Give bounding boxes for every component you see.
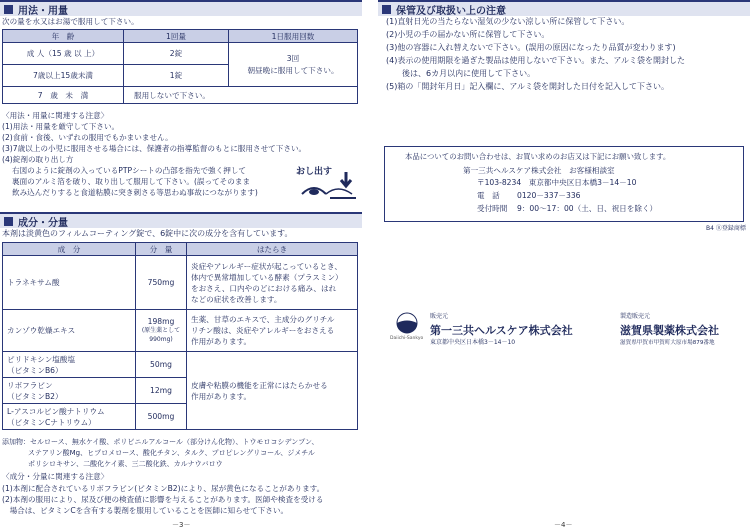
ingredient-name bbox=[3, 378, 136, 404]
usage-note: 飲み込んだりすると食道粘膜に突き刺さる等思わぬ事故につながります) bbox=[12, 188, 258, 197]
ingredient-amount bbox=[136, 310, 187, 352]
ingredient-amount bbox=[136, 378, 187, 404]
seller-logo-caption: Daiichi-Sankyo bbox=[390, 336, 424, 341]
age-cell: 7歳以上15歳未満 bbox=[3, 65, 124, 87]
ingredient-amount-line: (原生薬として bbox=[141, 327, 181, 334]
usage-note: 裏面のアルミ箔を破り、取り出して服用して下さい。(誤ってそのまま bbox=[12, 177, 251, 186]
ingredient-name-line: リボフラビン bbox=[7, 380, 53, 390]
manufacturer-label: 製造販売元 bbox=[620, 313, 651, 320]
usage-note: (4)錠剤の取り出し方 bbox=[2, 155, 74, 164]
ingredient-effect bbox=[187, 352, 358, 430]
storage-title: 保管及び取扱い上の注意 bbox=[396, 5, 506, 17]
usage-header-dose: 1回量 bbox=[124, 30, 229, 43]
ingredient-name bbox=[3, 404, 136, 430]
contact-address: 〒103-8234 東京都中央区日本橋3－14－10 bbox=[477, 178, 637, 187]
usage-title: 用法・用量 bbox=[18, 5, 68, 17]
ingredient-amount-line: 500mg bbox=[147, 412, 175, 421]
ingredient-name-line: ピリドキシン塩酸塩 bbox=[7, 354, 76, 364]
ingredient-amount bbox=[136, 404, 187, 430]
seller-address: 東京都中央区日本橋3－14－10 bbox=[430, 339, 516, 346]
ingredient-note: (2)本剤の服用により、尿及び便の検査値に影響を与えることがあります。医師や検査を受ける bbox=[2, 495, 324, 504]
storage-note: 後は、6カ月以内に使用して下さい。 bbox=[386, 69, 536, 78]
ingredient-amount bbox=[136, 256, 187, 310]
section-marker-icon bbox=[4, 5, 13, 14]
trademark-note: B4 Ⓡ登録商標 bbox=[706, 225, 746, 232]
ingredients-section-header bbox=[0, 212, 362, 228]
storage-note: (4)表示の使用期限を過ぎた製品は使用しないで下さい。また、アルミ袋を開封した bbox=[386, 56, 686, 65]
ingredient-name bbox=[3, 310, 136, 352]
ingredient-amount-line: 990mg) bbox=[149, 336, 173, 343]
usage-note: (3)7歳以上の小児に服用させる場合には、保護者の指導監督のもとに服用させて下さい。 bbox=[2, 144, 307, 153]
ingredients-header-name: 成 分 bbox=[3, 243, 136, 256]
table-row bbox=[3, 310, 358, 352]
contact-phone-label: 電 話 bbox=[477, 191, 500, 200]
effect-line: などの症状を改善します。 bbox=[191, 294, 282, 304]
ingredient-name bbox=[3, 256, 136, 310]
seller-name: 第一三共ヘルスケア株式会社 bbox=[430, 324, 573, 337]
dose-cell: 服用しないで下さい。 bbox=[124, 87, 358, 104]
ingredient-note: 場合は、ビタミンCを含有する製剤を服用していることを医師に知らせて下さい。 bbox=[2, 506, 289, 515]
effect-line: 生薬、甘草のエキスで、主成分のグリチル bbox=[191, 315, 335, 324]
dose-cell: 1錠 bbox=[124, 65, 229, 87]
usage-header-age: 年 齢 bbox=[3, 30, 124, 43]
storage-note: (3)他の容器に入れ替えないで下さい。(誤用の原因になったり品質が変わります) bbox=[386, 43, 676, 52]
manufacturer-name: 滋賀県製薬株式会社 bbox=[620, 324, 719, 337]
section-marker-icon bbox=[4, 217, 13, 226]
ingredient-amount bbox=[136, 352, 187, 378]
storage-section-header bbox=[378, 0, 750, 16]
effect-line: 皮膚や粘膜の機能を正常にはたらかせる bbox=[191, 380, 328, 390]
page-left bbox=[0, 0, 362, 531]
press-label: おし出す bbox=[296, 167, 333, 177]
table-row bbox=[3, 87, 358, 104]
ingredient-name-line: （ビタミンB2） bbox=[7, 391, 63, 401]
effect-line: リチン酸は、炎症やアレルギーをおさえる bbox=[191, 326, 335, 335]
effect-line: 体内で異常増加している酵素（プラスミン） bbox=[191, 272, 343, 282]
ingredient-notes-title: 〈成分・分量に関連する注意〉 bbox=[2, 472, 109, 481]
ingredient-name bbox=[3, 352, 136, 378]
effect-line: 作用があります。 bbox=[191, 391, 252, 401]
contact-company: 第一三共ヘルスケア株式会社 お客様相談室 bbox=[463, 166, 615, 175]
manufacturer-address: 滋賀県甲賀市甲賀町大原市場879番地 bbox=[620, 340, 715, 346]
ingredient-name-line: トラネキサム酸 bbox=[7, 278, 60, 287]
times-note: 朝昼晩に服用して下さい。 bbox=[247, 65, 339, 75]
usage-note: (1)用法・用量を厳守して下さい。 bbox=[2, 122, 120, 131]
ingredient-amount-line: 198mg bbox=[147, 317, 175, 326]
age-cell: 7 歳 未 満 bbox=[3, 87, 124, 104]
usage-intro: 次の量を水又はお湯で服用して下さい。 bbox=[2, 17, 139, 26]
contact-box bbox=[384, 146, 744, 222]
daiichi-sankyo-logo-icon bbox=[396, 312, 418, 334]
contact-phone: 0120－337－336 bbox=[517, 191, 581, 200]
ingredient-name-line: （ビタミンB6） bbox=[7, 365, 63, 375]
ingredient-name-line: L-アスコルビン酸ナトリウム bbox=[7, 406, 105, 416]
effect-line: 炎症やアレルギー症状が起こっているとき、 bbox=[191, 261, 342, 271]
usage-section-header bbox=[0, 0, 362, 16]
ingredients-intro: 本剤は淡黄色のフィルムコーティング錠で、6錠中に次の成分を含有しています。 bbox=[2, 229, 293, 238]
storage-note: (2)小児の手の届かない所に保管して下さい。 bbox=[386, 30, 550, 39]
ingredient-name-line: カンゾウ乾燥エキス bbox=[7, 326, 76, 335]
dose-cell: 2錠 bbox=[124, 43, 229, 65]
ingredient-amount-line: 12mg bbox=[150, 386, 172, 395]
effect-line: をおさえ、口内やのどにおける痛み、はれ bbox=[191, 283, 337, 293]
ingredient-note: (1)本剤に配合されているリボフラビン(ビタミンB2)により、尿が黄色になることがあります。 bbox=[2, 484, 325, 493]
additives-line: ポリシロキサン、二酸化ケイ素、三二酸化鉄、カルナウバロウ bbox=[28, 460, 223, 468]
usage-header-times: 1日服用回数 bbox=[229, 30, 358, 43]
effect-line: 作用があります。 bbox=[191, 337, 252, 346]
page-right bbox=[378, 0, 750, 531]
contact-intro: 本品についてのお問い合わせは、お買い求めのお店又は下記にお願い致します。 bbox=[405, 152, 671, 161]
storage-note: (5)箱の「開封年月日」記入欄に、アルミ袋を開封した日付を記入して下さい。 bbox=[386, 82, 670, 91]
ptp-press-icon bbox=[300, 172, 358, 202]
additives-line: ステアリン酸Mg、ヒプロメロース、酸化チタン、タルク、プロピレングリコール、ジメチル bbox=[28, 449, 315, 457]
ingredients-header-amount: 分 量 bbox=[136, 243, 187, 256]
contact-hours: 9：00～17：00（土、日、祝日を除く） bbox=[517, 204, 658, 213]
ingredients-header-effect: はたらき bbox=[187, 243, 358, 256]
page-number-left: －3－ bbox=[172, 521, 191, 529]
times-cell bbox=[229, 43, 358, 87]
table-row bbox=[3, 256, 358, 310]
ingredient-effect bbox=[187, 256, 358, 310]
ingredient-effect bbox=[187, 310, 358, 352]
storage-note: (1)直射日光の当たらない湿気の少ない涼しい所に保管して下さい。 bbox=[386, 17, 630, 26]
usage-notes-title: 〈用法・用量に関連する注意〉 bbox=[2, 111, 109, 120]
age-cell: 成 人（15 歳 以 上） bbox=[3, 43, 124, 65]
table-row bbox=[3, 43, 358, 65]
ingredients-title: 成分・分量 bbox=[18, 217, 68, 229]
times-count: 3回 bbox=[286, 53, 300, 63]
ingredient-amount-line: 750mg bbox=[147, 278, 175, 287]
page-number-right: －4－ bbox=[554, 521, 573, 529]
contact-hours-label: 受付時間 bbox=[477, 204, 508, 213]
usage-note: (2)食前・食後、いずれの服用でもかまいません。 bbox=[2, 133, 173, 142]
usage-table bbox=[2, 29, 358, 104]
table-row bbox=[3, 352, 358, 378]
section-marker-icon bbox=[382, 5, 391, 14]
ingredients-table bbox=[2, 242, 358, 430]
usage-note: 右図のように錠剤の入っているPTPシートの凸部を指先で強く押して bbox=[12, 166, 247, 175]
ingredient-name-line: （ビタミンCナトリウム） bbox=[7, 417, 96, 427]
seller-label: 販売元 bbox=[430, 313, 449, 320]
additives-line: 添加物：セルロース、無水ケイ酸、ポリビニルアルコール（部分けん化物）、トウモロコシデンプン、 bbox=[2, 438, 319, 446]
ingredient-amount-line: 50mg bbox=[150, 360, 172, 369]
